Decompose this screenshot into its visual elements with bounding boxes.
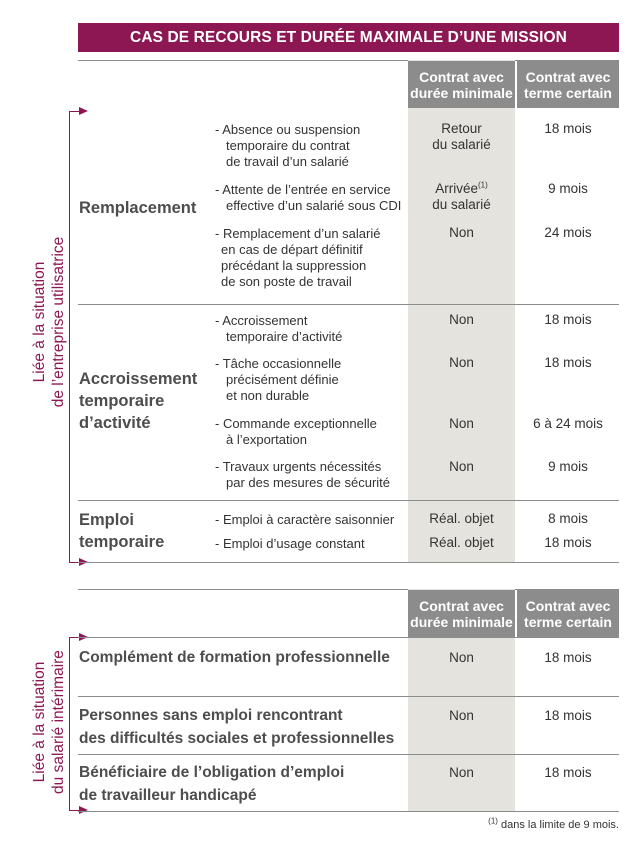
min-duration-value: Non — [449, 459, 474, 474]
list-item: - Remplacement d’un salarié en cas de départ définitif précédant la suppression de son poste de travail — [215, 226, 381, 289]
list-item: - Tâche occasionnelle précisément définie et non durable — [215, 356, 342, 403]
term-value: 18 mois — [544, 535, 592, 550]
min-duration-value: Réal. objet — [429, 535, 494, 550]
row-label: Complément de formation professionnelle — [79, 649, 390, 666]
divider — [78, 754, 619, 755]
min-duration-value: Non — [449, 765, 474, 780]
row-label: Bénéficiaire de l’obligation d’emploi de travailleur handicapé — [79, 764, 345, 804]
category-temporary-employment: Emploi temporaire — [79, 511, 165, 551]
table-title: CAS DE RECOURS ET DURÉE MAXIMALE D’UNE MISSION — [78, 23, 619, 52]
footnote: $^{(1)}$ dans la limite de 9 mois. — [488, 816, 619, 831]
term-value: 18 mois — [544, 765, 592, 780]
divider — [78, 304, 619, 305]
min-duration-value: Non — [449, 416, 474, 431]
divider — [78, 562, 619, 563]
category-activity-increase: Accroissement temporaire d’activité — [79, 370, 198, 432]
min-duration-value: Réal. objet — [429, 511, 494, 526]
list-item: - Absence ou suspension temporaire du contrat de travail d’un salarié — [215, 122, 361, 169]
term-value: 9 mois — [548, 181, 588, 196]
divider — [78, 696, 619, 697]
term-value: 9 mois — [548, 459, 588, 474]
term-value: 24 mois — [544, 225, 592, 240]
list-item: - Accroissement temporaire d’activité — [215, 313, 343, 344]
divider — [78, 811, 619, 812]
min-duration-value: Arrivée$^{(1)}$ du salarié — [432, 180, 491, 212]
category-replacement: Remplacement — [79, 199, 197, 217]
min-duration-value: Non — [449, 312, 474, 327]
divider — [78, 637, 619, 638]
list-item: - Emploi à caractère saisonnier — [215, 512, 395, 527]
list-item: - Commande exceptionnelle à l’exportation — [215, 416, 377, 447]
section2-label: Liée à la situation du salarié intérimaire — [31, 650, 67, 794]
header-fixed-term: Contrat avec terme certain — [517, 590, 619, 637]
row-label: Personnes sans emploi rencontrant des difficultés sociales et professionnelles — [79, 707, 395, 747]
header-min-duration: Contrat avec durée minimale — [408, 590, 515, 637]
divider — [78, 500, 619, 501]
term-value: 18 mois — [544, 312, 592, 327]
term-value: 8 mois — [548, 511, 588, 526]
list-item: - Emploi d’usage constant — [215, 536, 365, 551]
arrow-icon — [79, 107, 88, 115]
term-value: 18 mois — [544, 355, 592, 370]
term-value: 18 mois — [544, 121, 592, 136]
term-value: 18 mois — [544, 650, 592, 665]
header-min-duration: Contrat avec durée minimale — [408, 61, 515, 108]
term-value: 6 à 24 mois — [533, 416, 603, 431]
min-duration-value: Non — [449, 708, 474, 723]
list-item: - Travaux urgents nécessités par des mesures de sécurité — [215, 459, 391, 490]
min-duration-value: Retour du salarié — [432, 121, 491, 152]
section1-label: Liée à la situation de l’entreprise utilisatrice — [31, 236, 67, 408]
min-duration-value: Non — [449, 225, 474, 240]
header-fixed-term: Contrat avec terme certain — [517, 61, 619, 108]
term-value: 18 mois — [544, 708, 592, 723]
min-duration-value: Non — [449, 650, 474, 665]
min-duration-value: Non — [449, 355, 474, 370]
arrow-icon — [79, 806, 88, 814]
list-item: - Attente de l’entrée en service effective d’un salarié sous CDI — [215, 182, 402, 213]
